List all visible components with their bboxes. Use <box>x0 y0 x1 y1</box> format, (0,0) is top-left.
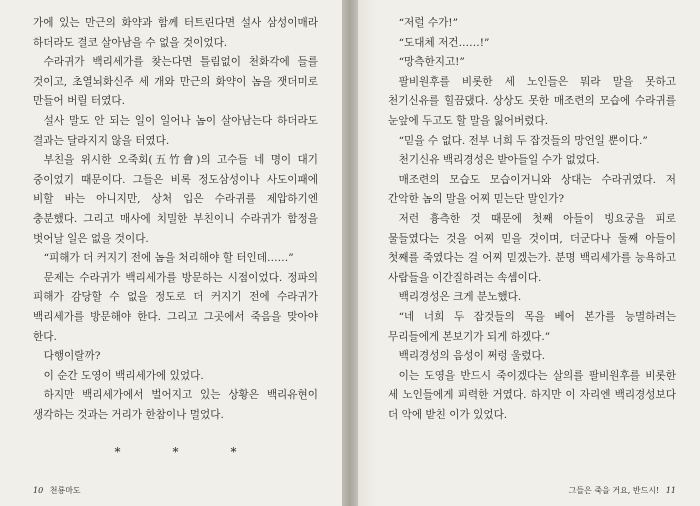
paragraph: “망측한지고!” <box>398 56 465 69</box>
paragraph: 팔비원후를 비롯한 세 노인들은 뭐라 말을 못하고 천기신유를 힐끔댔다. 상상도 못한 매조련의 모습에 수라귀를 눈앞에 두고도 할 말을 잃어버렸다. <box>388 75 676 127</box>
paragraph: 이 순간 도영이 백리세가에 있었다. <box>43 369 204 382</box>
paragraph: “저럴 수가!” <box>398 17 458 29</box>
paragraph: 백리경성은 크게 분노했다. <box>398 291 522 304</box>
page-number: 11 <box>665 486 676 495</box>
running-title: 천룡마도 <box>49 486 81 495</box>
page-number: 10 <box>33 486 44 495</box>
paragraph: 백리경성의 음성이 쩌렁 울렸다. <box>398 350 546 363</box>
paragraph: 문제는 수라귀가 백리세가를 방문하는 시점이었다. 정파의 피해가 감당할 수 없을 정도로 더 커지기 전에 수라귀가 백리세가를 방문해야 한다. 그리고 그곳에서 죽음을 맞아야 한다. <box>33 271 318 343</box>
paragraph: 수라귀가 백리세가를 찾는다면 틀림없이 천화각에 들를 것이고, 초열뇌화신주 세 개와 만근의 화약이 놈을 잿더미로 만들어 버릴 터였다. <box>33 56 318 108</box>
paragraph: 부친을 위시한 오죽회(五竹會)의 고수들 네 명이 대기 중이었기 때문이다. 그들은 비록 정도삼성이나 사도이패에 비할 바는 아니지만, 상처 입은 수라귀를 제압하기엔 충분했다. 그리고 매사에 치밀한 부친이니 수라귀가 함정을 벗어날 일은 없을 것이다. <box>33 154 318 245</box>
paragraph: 이는 도영을 반드시 죽이겠다는 살의를 팔비원후를 비롯한 세 노인들에게 피력한 거였다. 하지만 이 자리엔 백리경성보다 더 악에 받친 이가 있었다. <box>388 369 676 421</box>
separator-star: * <box>172 445 179 460</box>
paragraph: 하지만 백리세가에서 벌어지고 있는 상황은 백리유현이 생각하는 것과는 거리가 한참이나 멀었다. <box>33 389 318 421</box>
book-gutter <box>342 0 358 506</box>
left-folio <box>33 485 81 496</box>
separator-star: * <box>230 445 237 460</box>
running-title: 그들은 죽을 거요, 반드시! <box>568 486 660 495</box>
paragraph: “네 너희 두 잡것들의 목을 베어 본가를 능멸하려는 무리들에게 본보기가 되게 하겠다.” <box>388 310 676 343</box>
paragraph: 가에 있는 만근의 화약과 함께 터트린다면 설사 삼성이매라 하더라도 결코 살아남을 수 없을 것이었다. <box>33 17 318 49</box>
right-folio <box>569 485 676 496</box>
right-page-body <box>388 14 676 425</box>
paragraph: 저런 흉측한 것 때문에 첫째 아들이 빙요궁을 피로 물들였다는 것을 어찌 믿을 것이며, 더군다나 둘째 아들이 첫째를 죽였다는 걸 어찌 믿겠는가. 분명 백리세가를 능욕하고 사람들을 이간질하려는 속셈이다. <box>388 212 676 284</box>
paragraph: 다행이랄까? <box>43 350 101 363</box>
left-page-body <box>33 14 318 459</box>
paragraph: 설사 말도 안 되는 일이 일어나 놈이 살아남는다 하더라도 결과는 달라지지 않을 터였다. <box>33 114 318 147</box>
paragraph: “도대체 저건……!” <box>398 36 490 49</box>
section-separator <box>33 445 318 459</box>
left-page <box>0 0 342 506</box>
paragraph: “믿을 수 없다. 전부 너희 두 잡것들의 망언일 뿐이다.” <box>398 134 648 147</box>
paragraph: “피해가 더 커지기 전에 놈을 처리해야 할 터인데……” <box>43 252 294 265</box>
paragraph: 매조련의 모습도 모습이거니와 상대는 수라귀였다. 저 간악한 놈의 말을 어찌 믿는단 말인가? <box>388 173 676 206</box>
paragraph: 천기신유 백리경성은 받아들일 수가 없었다. <box>398 154 600 167</box>
right-page <box>358 0 700 506</box>
separator-star: * <box>114 445 121 460</box>
